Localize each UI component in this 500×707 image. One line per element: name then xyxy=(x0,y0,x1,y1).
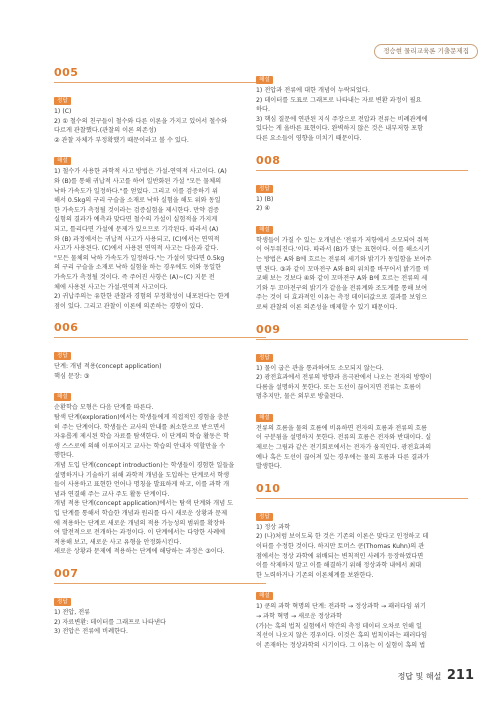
text-line: 전류의 흐름을 물의 흐름에 비유하면 전자의 흐름과 전류의 흐름 xyxy=(256,424,428,432)
page-number: 211 xyxy=(446,668,474,683)
text-line: 낙하 가속도가 일정하다."를 얻었다. 그리고 이를 검증하기 위 xyxy=(54,187,218,195)
answer-block xyxy=(256,404,468,472)
text-line: 2) 데이터를 도표로 그래프로 나타내는 자료 변환 과정이 필요 xyxy=(256,96,422,104)
text-line: 제로는 그림과 같은 전기회로에서는 전자가 움직인다. 광전효과의 xyxy=(256,444,432,452)
answer-block xyxy=(54,383,266,557)
text-line: 1) (B) xyxy=(256,195,274,203)
text-line: "모든 물체의 낙하 가속도가 일정하다."는 가설이 맞다면 0.5kg xyxy=(54,254,225,262)
text-line: 개념 적용 단계(concept application)에서는 탐색 단계와 개념 도 xyxy=(54,500,234,508)
answer-section xyxy=(256,154,468,313)
text-line: 들이 사용하고 표현한 언어나 명칭을 발표하게 하고, 이를 과학 개 xyxy=(54,481,230,489)
answer-block xyxy=(256,582,468,650)
text-line: 발생한다. xyxy=(256,463,282,471)
section-tag: 정답 xyxy=(54,352,71,360)
text-line: 1) 전압, 전류 xyxy=(54,608,91,616)
section-tag: 정답 xyxy=(256,354,273,362)
answer-section xyxy=(256,482,468,651)
text-line: 로써 관찰의 이론 의존성을 배제할 수 있기 때문이다. xyxy=(256,303,398,311)
text-line: 2) 귀납주의는 유한한 관찰과 경험의 부정확성이 내포된다는 한계 xyxy=(54,293,230,301)
text-line: 가속도가 측정될 것이다. 즉 주어진 사항은 (A)~(C) 지문 전 xyxy=(54,273,215,281)
text-line: 1) 정상 과학 xyxy=(256,523,291,531)
text-line: 교해 보는 것보다 ④와 같이 꼬마전구 A와 B에 흐르는 전류의 세 xyxy=(256,275,428,283)
text-line: 면 된다. ③과 같이 꼬마전구 A와 B의 위치를 바꾸어서 밝기를 비 xyxy=(256,265,430,273)
answer-block xyxy=(54,342,266,381)
text-line: 1) (C) xyxy=(54,108,72,115)
text-line: 2) (나)처럼 보이도록 한 것은 기존의 이론은 맞다고 인정하고 데 xyxy=(256,533,429,541)
text-line: 에 적용하는 단계로 새로운 개념의 적용 가능성의 범위를 확장하 xyxy=(54,519,226,527)
text-line: 되고, 틀리다면 가설에 문제가 있으므로 기각된다. 따라서 (A) xyxy=(54,225,219,233)
text-line: 이 어두워진다.'이다. 따라서 (B)가 맞는 표현이다. 이를 해소시키 xyxy=(256,246,430,254)
section-tag: 정답 xyxy=(54,598,71,606)
text-line: 와 (B) 과정에서는 귀납적 사고가 사용되고, (C)에서는 연역적 xyxy=(54,235,220,243)
text-line: 새로운 상황과 문제에 적용하는 단계에 해당하는 과정은 ③이다. xyxy=(54,548,225,556)
right-column xyxy=(256,66,468,660)
text-line: 입 단계를 통해서 학습한 개념과 원리를 다시 새로운 상황과 문제 xyxy=(54,510,228,517)
text-line: → 과학 혁명 → 새로운 정상과학 xyxy=(256,613,342,620)
section-tag: 해설 xyxy=(256,226,273,234)
text-line: 생 스스로에 의해 이루어지고 교사는 학습의 안내자 역할만을 수 xyxy=(54,442,226,450)
answer-section xyxy=(54,321,266,557)
text-line: 단계: 개념 적용(concept application) xyxy=(54,363,162,371)
section-tag: 해설 xyxy=(54,157,71,165)
text-line: 2) 광전효과에서 전류의 방향과 음극판에서 나오는 전자의 방향이 xyxy=(256,374,432,382)
section-tag: 해설 xyxy=(256,592,273,600)
footer-label: 정답 및 해설 xyxy=(397,672,442,681)
text-line: 멈추지만, 물은 외부로 방출된다. xyxy=(256,393,344,401)
text-line: 의 구리 구슬을 소재로 낙하 실험을 하는 경우에도 이와 동일한 xyxy=(54,264,222,272)
question-number: 006 xyxy=(54,321,266,338)
text-line: 기와 두 꼬마전구의 밝기가 같음을 전류계와 조도계를 통해 보여 xyxy=(256,284,428,292)
text-line: 히 주는 단계이다. 학생들은 교사의 안내를 최소한으로 받으면서 xyxy=(54,423,226,431)
text-line: 자유롭게 제시된 학습 자료를 탐색한다. 이 단계의 학습 활동은 학 xyxy=(54,433,230,441)
question-number: 007 xyxy=(54,567,266,584)
page-footer xyxy=(398,668,474,683)
text-line: 2) 자료변환: 데이터를 그래프로 나타낸다 xyxy=(54,618,166,626)
section-tag: 해설 xyxy=(256,414,273,422)
answer-block xyxy=(256,216,468,313)
question-number: 009 xyxy=(256,323,468,340)
text-line: 념과 연결해 주는 교사 주도 활동 단계이다. xyxy=(54,490,170,498)
answer-block xyxy=(256,503,468,581)
text-line: ② 관찰 자체가 부정확했기 때문이라고 볼 수 있다. xyxy=(54,136,189,144)
text-line: 3) 핵심 질문에 연관된 지식 주장으로 전압과 전류는 비례관계에 xyxy=(256,115,428,123)
text-line: 학생들이 가질 수 있는 오개념은 '전류가 저항에서 소모되어 줘목 xyxy=(256,236,429,244)
text-line: 설명하거나 기술하기 위해 과학적 개념을 도입하는 단계로서 학생 xyxy=(54,471,230,479)
answer-block xyxy=(256,344,468,402)
answer-block xyxy=(256,66,468,144)
text-line: 예나 혹은 도선이 끊어져 있는 경우에는 물의 흐름과 다른 결과가 xyxy=(256,453,430,461)
text-line: 한 가속도가 측정될 것이라는 검증실험을 제시한다. 만약 검증 xyxy=(54,206,220,214)
text-line: 1) 전압과 전류에 대한 개념이 누락되었다. xyxy=(256,87,370,94)
text-line: 탐색 단계(exploration)에서는 학생들에게 직접적인 경험을 충분 xyxy=(54,414,230,422)
section-tag: 정답 xyxy=(256,513,273,521)
section-tag: 정답 xyxy=(54,97,71,105)
section-tag: 해설 xyxy=(54,393,71,401)
text-line: 2) ④ xyxy=(256,205,270,213)
text-line: 1) 물이 굽은 관을 통과하여도 소모되지 않는다. xyxy=(256,364,384,372)
text-line: 실험의 결과가 예측과 맞다면 철수의 가설이 실험적을 가지게 xyxy=(54,216,218,224)
text-line: 다르게 관찰했다.(관찰의 이론 의존성) xyxy=(54,127,157,135)
text-line: 는 방법은 A와 B에 흐르는 전류의 세기와 밝기가 동일함을 보여주 xyxy=(256,255,432,263)
left-column xyxy=(54,66,266,647)
text-line: 이를 삭제하지 말고 이를 해결하기 위해 정상과학 내에서 최대 xyxy=(256,562,422,570)
text-line: 점에서는 정상 과학에 위배되는 변칙적인 사례가 등장하였다면 xyxy=(256,552,424,560)
answer-section xyxy=(256,323,468,472)
answer-section xyxy=(54,66,266,311)
question-number: 008 xyxy=(256,154,468,171)
text-line: 한 노력하거나 기존의 이론체계를 보완한다. xyxy=(256,571,374,579)
text-line: 하다. xyxy=(256,106,270,114)
text-line: 점이 있다. 그리고 관찰이 이론에 의존하는 경향이 있다. xyxy=(54,302,204,310)
text-line: 와 (B)를 통해 귀납적 사고를 하여 일반화된 가설 "모든 물체의 xyxy=(54,177,222,185)
question-number: 005 xyxy=(54,66,266,83)
answer-block xyxy=(54,588,266,637)
text-line: 핵심 문장: ③ xyxy=(54,372,90,380)
section-tag: 해설 xyxy=(256,76,273,84)
text-line: 해서 0.5kg의 구리 구슬을 소재로 낙하 실험을 해도 위와 동일 xyxy=(54,197,221,205)
text-line: 여 발전적으로 전개하는 과정이다. 이 단계에서는 다양한 사례에 xyxy=(54,529,226,537)
text-line: 개념 도입 단계(concept introduction)는 학생들이 경험한 일들을 xyxy=(54,462,235,470)
text-line: 이 구분됨을 설명하지 못한다. 전류의 흐름은 전자와 반대이다. 실 xyxy=(256,434,432,442)
text-line: 행한다. xyxy=(54,452,74,460)
answer-block xyxy=(256,175,468,214)
text-line: 이터를 수정한 것이다. 하지만 토머스 쿤(Thomas Kuhn)의 관 xyxy=(256,543,425,551)
answer-block xyxy=(54,87,266,145)
text-line: 체에 사용된 사고는 가설-연역적 사고이다. xyxy=(54,283,168,291)
text-line: 직선이 나오지 않은 경우이다. 이것은 혹의 법칙이라는 패러다임 xyxy=(256,632,428,640)
text-line: 2) ① 철수의 친구들이 철수와 다른 이론을 가지고 있어서 철수와 xyxy=(54,117,228,125)
question-number: 010 xyxy=(256,482,468,499)
section-tag: 정답 xyxy=(256,185,273,193)
answer-section xyxy=(54,567,266,637)
text-line: 주는 것이 더 효과적인 이유는 측정 데이터값으로 결과를 보임으 xyxy=(256,294,428,302)
book-title-badge: 정승현 물리교육론 기출문제집 xyxy=(374,44,478,59)
answer-block xyxy=(54,147,266,311)
text-line: 1) 쿤의 과학 혁명의 단계: 전과학 → 정상과학 → 패러다임 위기 xyxy=(256,603,426,611)
text-line: 있다는 게 올바른 표현이다. 완벽하지 않은 것은 내부저항 포함 xyxy=(256,125,424,133)
text-line: 3) 전압은 전류에 비례한다. xyxy=(54,628,128,636)
answer-section xyxy=(256,66,468,144)
text-line: 순환학습 모형은 다음 단계를 따른다. xyxy=(54,404,154,412)
text-line: 1) 철수가 사용한 과학적 사고 방법은 가설-연역적 사고이다. (A) xyxy=(54,168,227,176)
text-line: 사고가 사용된다. (C)에서 사용된 연역적 사고는 다음과 같다. xyxy=(54,245,219,253)
text-line: (가)는 혹의 법칙 실험에서 약간의 측정 데이터 오차로 인해 일 xyxy=(256,622,422,630)
text-line: 적용해 보고, 새로운 사고 유형을 안정화시킨다. xyxy=(54,538,182,546)
text-line: 이 존재하는 정상과학의 시기이다. 그 이유는 이 실험이 혹의 법 xyxy=(256,641,426,649)
text-line: 다름을 설명하지 못한다. 또는 도선이 끊어지면 전류는 흐름이 xyxy=(256,383,422,391)
text-line: 다른 요소들이 영향을 미치기 때문이다. xyxy=(256,134,362,142)
